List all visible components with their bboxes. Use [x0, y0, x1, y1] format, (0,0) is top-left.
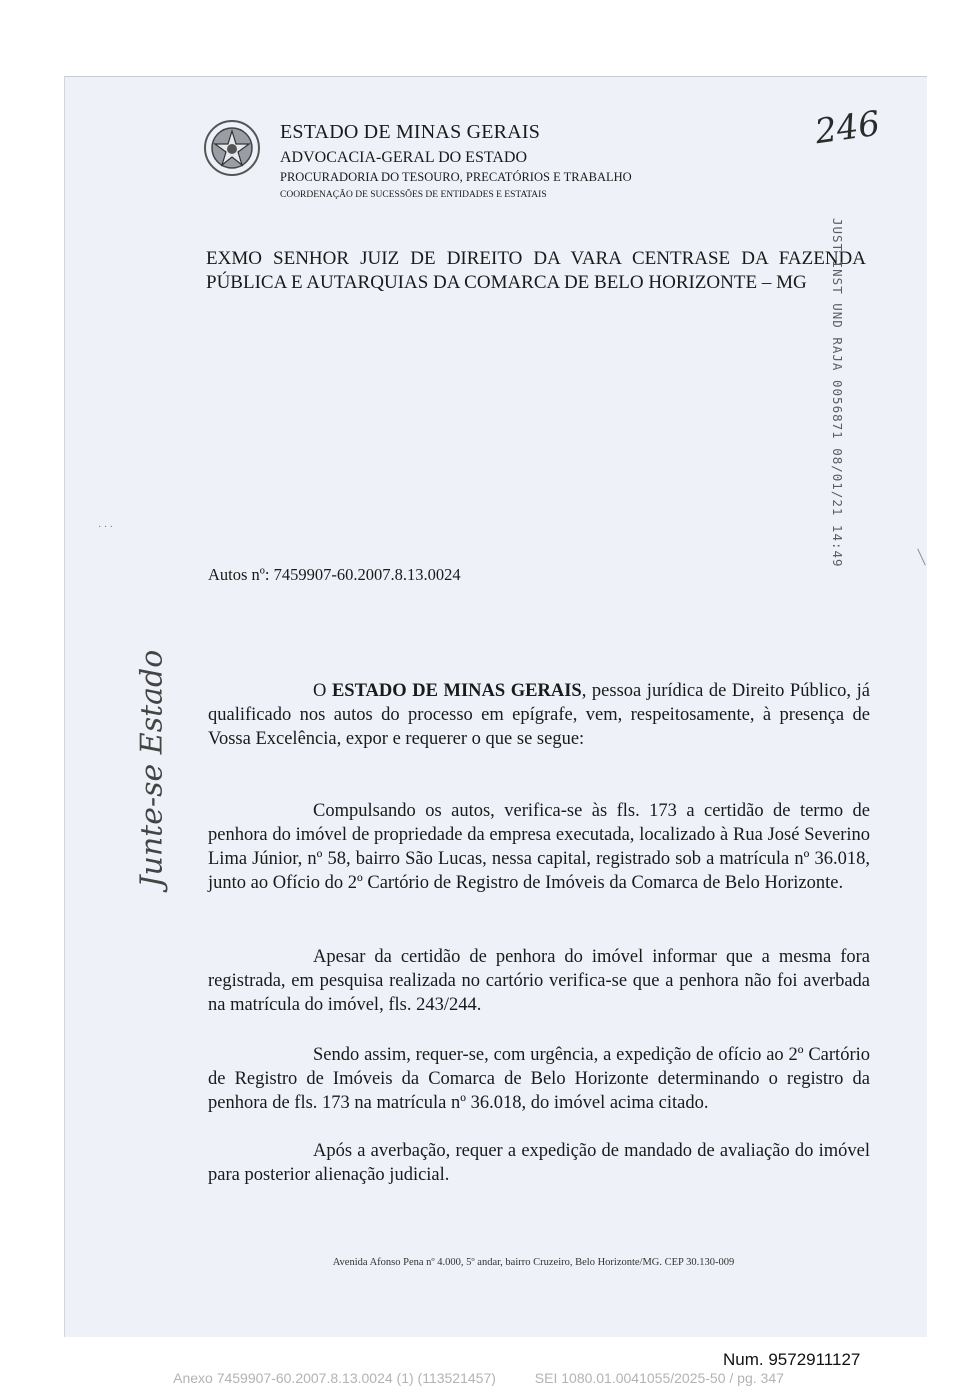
- document-number: Num. 9572911127: [723, 1350, 861, 1369]
- paragraph-finding: [208, 945, 870, 1017]
- paragraph-facts: [208, 799, 870, 895]
- paragraph-final-request: [208, 1139, 870, 1187]
- paragraph-request: [208, 1043, 870, 1115]
- paragraph-facts-text: Compulsando os autos, verifica-se às fls. 173 a certidão de termo de penhora do imóvel de propriedade da empresa executada, localizado à Rua José Severino Lima Júnior, nº 58, bairro São Lucas, nessa capital, registrado sob a matrícula nº 36.018, junto ao Ofício do 2º Cartório de Registro de Imóveis da Comarca de Belo Horizonte.: [208, 801, 870, 893]
- paragraph-intro-prefix: O: [313, 681, 332, 701]
- addressee: [206, 247, 866, 295]
- header-unit: COORDENAÇÃO DE SUCESSÕES DE ENTIDADES E ESTATAIS: [280, 190, 547, 200]
- protocol-stamp: JUST INST UND RAJA 0056871 08/01/21 14:49: [830, 218, 845, 568]
- scan-specks: · · ·: [98, 522, 113, 533]
- paragraph-finding-text: Apesar da certidão de penhora do imóvel informar que a mesma fora registrada, em pesquisa realizada no cartório verifica-se que a penhora não foi averbada na matrícula do imóvel, fls. 243/244.: [208, 947, 870, 1015]
- party-name: ESTADO DE MINAS GERAIS: [331, 681, 582, 701]
- paragraph-request-text: Sendo assim, requer-se, com urgência, a expedição de ofício ao 2º Cartório de Registro de Imóveis da Comarca de Belo Horizonte determinando o registro da penhora de fls. 173 na matrícula nº 36.018, do imóvel acima citado.: [208, 1045, 870, 1113]
- margin-handwriting: Junte-se Estado: [134, 649, 170, 888]
- addressee-line-2: PÚBLICA E AUTARQUIAS DA COMARCA DE BELO HORIZONTE – MG: [206, 272, 807, 293]
- paragraph-intro-text: , pessoa jurídica de Direito Público, já qualificado nos autos do processo em epígrafe, vem, respeitosamente, à presença de Vossa Excelência, expor e requerer o que se segue:: [208, 681, 870, 749]
- addressee-line-1: EXMO SENHOR JUIZ DE DIREITO DA VARA CENTRASE DA FAZENDA: [206, 248, 866, 269]
- header-state: ESTADO DE MINAS GERAIS: [280, 121, 541, 143]
- header-department: PROCURADORIA DO TESOURO, PRECATÓRIOS E TRABALHO: [280, 170, 632, 184]
- header-agency: ADVOCACIA-GERAL DO ESTADO: [280, 149, 527, 166]
- paragraph-final-request-text: Após a averbação, requer a expedição de mandado de avaliação do imóvel para posterior alienação judicial.: [208, 1141, 870, 1185]
- case-number: Autos nº: 7459907-60.2007.8.13.0024: [208, 565, 461, 584]
- annex-reference: Anexo 7459907-60.2007.8.13.0024 (1) (113521457) SEI 1080.01.0041055/2025-50 / pg. 347: [173, 1370, 784, 1386]
- footer-address: Avenida Afonso Pena nº 4.000, 5º andar, bairro Cruzeiro, Belo Horizonte/MG. CEP 30.130-009: [332, 1257, 735, 1268]
- handwritten-page-number: 246: [812, 103, 883, 153]
- paragraph-intro: [208, 679, 870, 751]
- coat-of-arms-icon: [203, 119, 261, 177]
